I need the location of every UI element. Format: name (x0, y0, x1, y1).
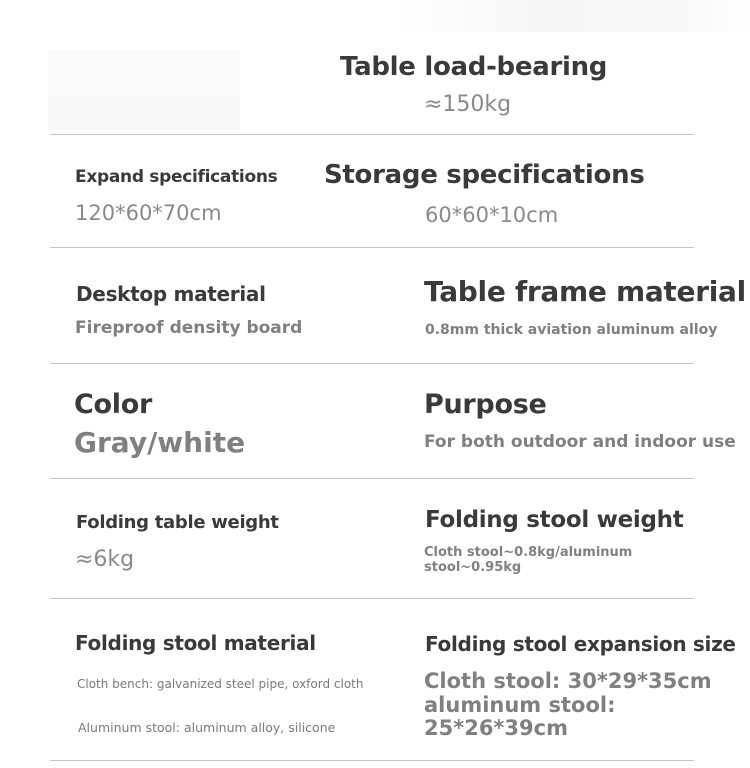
divider (50, 247, 694, 248)
stool-size-value-line2: aluminum stool: (424, 693, 616, 717)
stool-size-value-line3: 25*26*39cm (424, 716, 568, 740)
table-weight-value: ≈6kg (75, 547, 135, 572)
color-label: Color (74, 389, 152, 420)
divider (50, 598, 694, 599)
expand-spec-value: 120*60*70cm (75, 201, 222, 225)
color-value: Gray/white (74, 426, 246, 459)
table-weight-label: Folding table weight (76, 512, 279, 533)
divider (50, 760, 694, 761)
storage-spec-value: 60*60*10cm (425, 203, 559, 227)
stool-weight-label: Folding stool weight (425, 507, 684, 533)
stool-weight-value-line2: stool~0.95kg (424, 560, 522, 575)
load-bearing-label: Table load-bearing (340, 52, 608, 82)
stool-weight-value-line1: Cloth stool~0.8kg/aluminum (424, 545, 633, 560)
stool-material-value-line2: Aluminum stool: aluminum alloy, silicone (78, 720, 336, 735)
desktop-material-value: Fireproof density board (75, 318, 303, 338)
storage-spec-label: Storage specifications (324, 160, 645, 190)
image-placeholder (48, 50, 240, 130)
frame-material-value: 0.8mm thick aviation aluminum alloy (425, 322, 718, 338)
top-shadow (400, 0, 750, 32)
desktop-material-label: Desktop material (76, 282, 266, 306)
load-bearing-value: ≈150kg (424, 92, 512, 117)
expand-spec-label: Expand specifications (75, 167, 278, 187)
divider (50, 134, 694, 135)
divider (50, 478, 694, 479)
stool-size-label: Folding stool expansion size (425, 632, 736, 656)
stool-material-value-line1: Cloth bench: galvanized steel pipe, oxford cloth (77, 677, 364, 691)
stool-material-label: Folding stool material (75, 631, 316, 655)
purpose-label: Purpose (424, 389, 547, 420)
frame-material-label: Table frame material (424, 275, 746, 308)
stool-size-value-line1: Cloth stool: 30*29*35cm (424, 669, 712, 693)
purpose-value: For both outdoor and indoor use (424, 432, 736, 452)
divider (50, 363, 694, 364)
